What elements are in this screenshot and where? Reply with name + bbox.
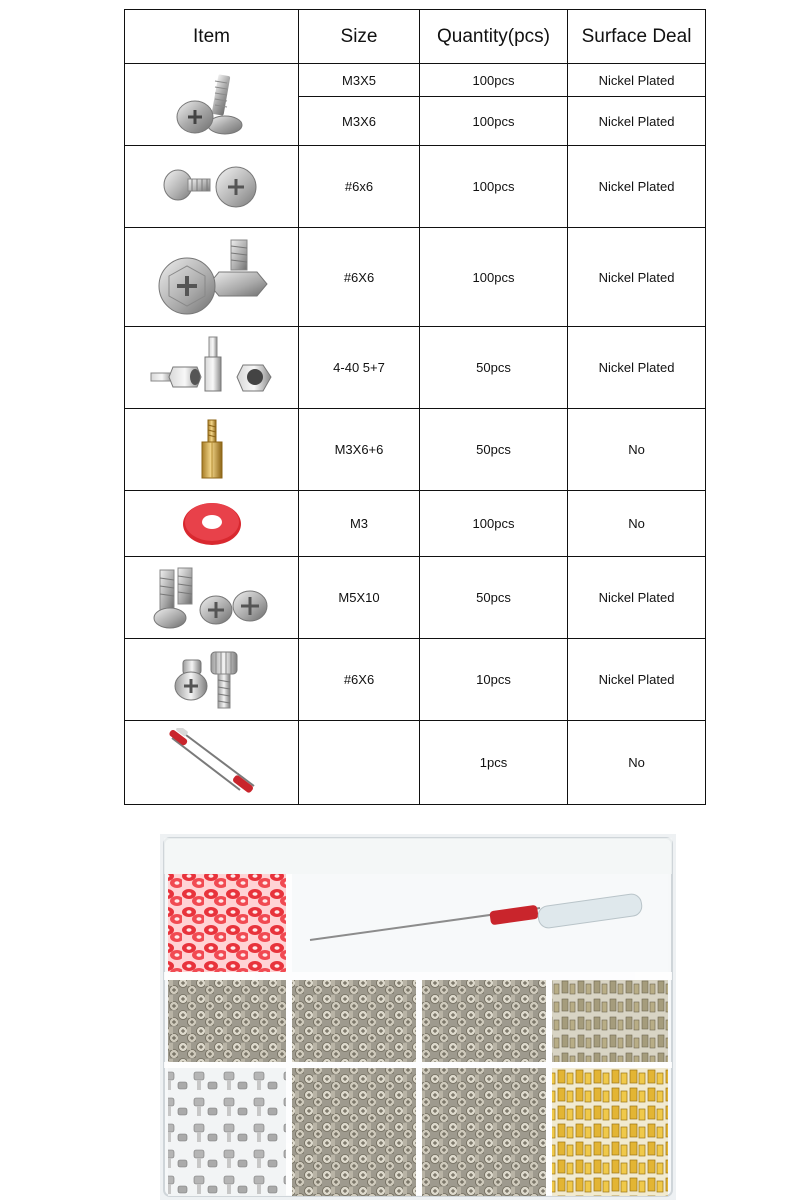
size-cell: #6x6 bbox=[299, 146, 420, 228]
table-row bbox=[125, 721, 706, 805]
organizer-box-photo bbox=[160, 834, 676, 1200]
quantity-cell: 50pcs bbox=[420, 409, 568, 491]
item-image-cell bbox=[125, 639, 299, 721]
hex-standoff-icon bbox=[145, 335, 279, 401]
surface-cell: No bbox=[568, 721, 706, 805]
item-image-cell bbox=[125, 557, 299, 639]
header-quantity: Quantity(pcs) bbox=[420, 10, 568, 64]
flat-head-screw-icon bbox=[150, 564, 274, 632]
surface-cell: Nickel Plated bbox=[568, 639, 706, 721]
table-row bbox=[125, 639, 706, 721]
quantity-cell: 100pcs bbox=[420, 64, 568, 97]
surface-cell: Nickel Plated bbox=[568, 97, 706, 146]
table-row bbox=[125, 557, 706, 639]
size-cell: M3X5 bbox=[299, 64, 420, 97]
header-row bbox=[125, 10, 706, 64]
screwdriver-icon bbox=[162, 728, 262, 798]
table-row bbox=[125, 491, 706, 557]
quantity-cell: 50pcs bbox=[420, 327, 568, 409]
item-image-cell bbox=[125, 721, 299, 805]
table-row bbox=[125, 409, 706, 491]
header-item: Item bbox=[125, 10, 299, 64]
pan-head-screw-icon bbox=[157, 69, 267, 141]
quantity-cell: 1pcs bbox=[420, 721, 568, 805]
item-image-cell bbox=[125, 491, 299, 557]
size-cell: M5X10 bbox=[299, 557, 420, 639]
table-row bbox=[125, 228, 706, 327]
item-image-cell bbox=[125, 228, 299, 327]
quantity-cell: 100pcs bbox=[420, 146, 568, 228]
surface-cell: Nickel Plated bbox=[568, 327, 706, 409]
hex-washer-screw-icon bbox=[147, 234, 277, 320]
table-row bbox=[125, 327, 706, 409]
quantity-cell: 50pcs bbox=[420, 557, 568, 639]
item-image-cell bbox=[125, 327, 299, 409]
thumb-screw-icon bbox=[167, 646, 257, 714]
organizer-box-image bbox=[160, 834, 676, 1200]
item-image-cell bbox=[125, 64, 299, 146]
round-head-screw-icon bbox=[152, 157, 272, 217]
size-cell: M3X6+6 bbox=[299, 409, 420, 491]
surface-cell: Nickel Plated bbox=[568, 557, 706, 639]
size-cell: M3X6 bbox=[299, 97, 420, 146]
brass-standoff-icon bbox=[192, 418, 232, 482]
quantity-cell: 100pcs bbox=[420, 97, 568, 146]
table-row bbox=[125, 64, 706, 97]
surface-cell: Nickel Plated bbox=[568, 146, 706, 228]
surface-cell: No bbox=[568, 409, 706, 491]
header-size: Size bbox=[299, 10, 420, 64]
size-cell bbox=[299, 721, 420, 805]
size-cell: #6X6 bbox=[299, 639, 420, 721]
quantity-cell: 100pcs bbox=[420, 228, 568, 327]
item-image-cell bbox=[125, 146, 299, 228]
red-washer-icon bbox=[179, 499, 245, 549]
surface-cell: Nickel Plated bbox=[568, 64, 706, 97]
size-cell: #6X6 bbox=[299, 228, 420, 327]
surface-cell: No bbox=[568, 491, 706, 557]
header-surface: Surface Deal bbox=[568, 10, 706, 64]
table-row bbox=[125, 146, 706, 228]
item-image-cell bbox=[125, 409, 299, 491]
spec-table bbox=[124, 9, 706, 805]
size-cell: M3 bbox=[299, 491, 420, 557]
surface-cell: Nickel Plated bbox=[568, 228, 706, 327]
size-cell: 4-40 5+7 bbox=[299, 327, 420, 409]
quantity-cell: 100pcs bbox=[420, 491, 568, 557]
quantity-cell: 10pcs bbox=[420, 639, 568, 721]
